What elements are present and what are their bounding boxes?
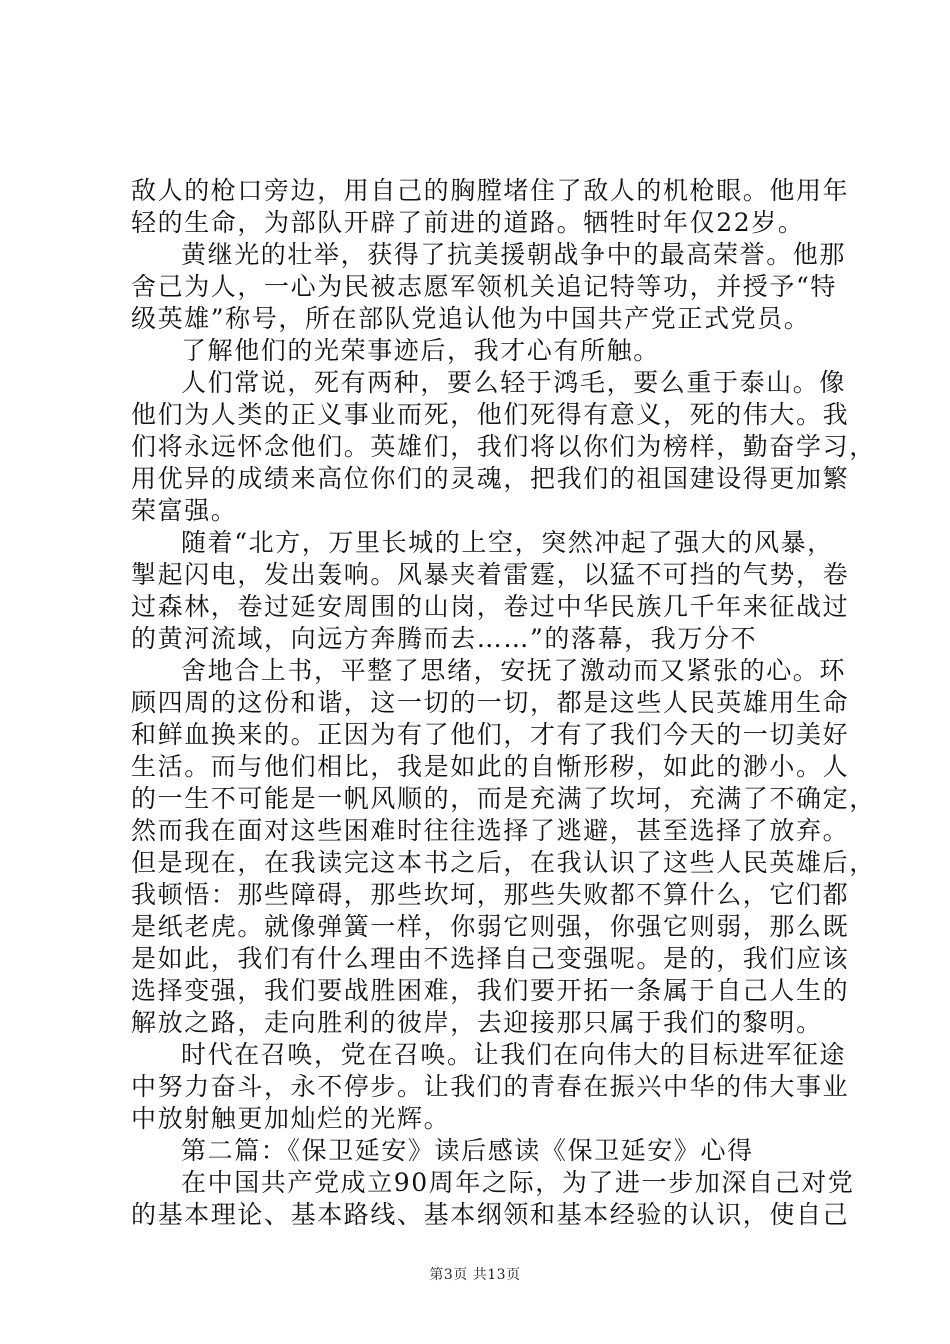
section-heading: 第二篇：《保卫延安》读后感读《保卫延安》心得	[181, 1136, 754, 1165]
text-line: 是纸老虎。就像弹簧一样，你弱它则强，你强它则弱，那么既	[131, 912, 850, 941]
text-line: 中努力奋斗，永不停步。让我们的青春在振兴中华的伟大事业	[131, 1072, 850, 1101]
text-line: 生活。而与他们相比，我是如此的自惭形秽，如此的渺小。人	[131, 752, 850, 781]
text-line: 的一生不可能是一帆风顺的，而是充满了坎坷，充满了不确定，	[131, 784, 876, 813]
text-line: 舍地合上书，平整了思绪，安抚了激动而又紧张的心。环	[181, 656, 847, 685]
text-line: 但是现在，在我读完这本书之后，在我认识了这些人民英雄后，	[131, 848, 876, 877]
text-line: 选择变强，我们要战胜困难，我们要开拓一条属于自己人生的	[131, 976, 850, 1005]
text-line: 的黄河流域，向远方奔腾而去……”的落幕，我万分不	[131, 624, 758, 653]
text-line: 的基本理论、基本路线、基本纲领和基本经验的认识，使自己	[131, 1200, 850, 1229]
text-line: 和鲜血换来的。正因为有了他们，才有了我们今天的一切美好	[131, 720, 850, 749]
text-line: 人们常说，死有两种，要么轻于鸿毛，要么重于泰山。像	[181, 368, 847, 397]
text-line: 中放射触更加灿烂的光辉。	[131, 1104, 451, 1133]
text-line: 黄继光的壮举，获得了抗美援朝战争中的最高荣誉。他那	[181, 240, 847, 269]
text-line: 了解他们的光荣事迹后，我才心有所触。	[181, 336, 660, 365]
text-line: 时代在召唤，党在召唤。让我们在向伟大的目标进军征途	[181, 1040, 847, 1069]
text-line: 们将永远怀念他们。英雄们，我们将以你们为榜样，勤奋学习，	[131, 432, 876, 461]
text-line: 级英雄”称号，所在部队党追认他为中国共产党正式党员。	[131, 304, 811, 333]
page-number-footer: 第3页 共13页	[429, 1267, 521, 1283]
text-line: 是如此，我们有什么理由不选择自己变强呢。是的，我们应该	[131, 944, 850, 973]
text-line: 轻的生命，为部队开辟了前进的道路。牺牲时年仅22岁。	[131, 208, 805, 237]
text-line: 用优异的成绩来高位你们的灵魂，把我们的祖国建设得更加繁	[131, 464, 850, 493]
text-line: 他们为人类的正义事业而死，他们死得有意义，死的伟大。我	[131, 400, 850, 429]
text-line: 随着“北方，万里长城的上空，突然冲起了强大的风暴，	[181, 528, 834, 557]
text-line: 掣起闪电，发出轰响。风暴夹着雷霆，以猛不可挡的气势，卷	[131, 560, 850, 589]
text-line: 解放之路，走向胜利的彼岸，去迎接那只属于我们的黎明。	[131, 1008, 823, 1037]
text-line: 敌人的枪口旁边，用自己的胸膛堵住了敌人的机枪眼。他用年	[131, 176, 850, 205]
text-line: 在中国共产党成立90周年之际，为了进一步加深自己对党	[181, 1168, 855, 1197]
text-line: 荣富强。	[131, 496, 238, 525]
text-line: 然而我在面对这些困难时往往选择了逃避，甚至选择了放弃。	[131, 816, 850, 845]
text-line: 顾四周的这份和谐，这一切的一切，都是这些人民英雄用生命	[131, 688, 850, 717]
text-line: 舍己为人，一心为民被志愿军领机关追记特等功，并授予“特	[131, 272, 837, 301]
text-line: 过森林，卷过延安周围的山岗，卷过中华民族几千年来征战过	[131, 592, 850, 621]
text-line: 我顿悟：那些障碍，那些坎坷，那些失败都不算什么，它们都	[131, 880, 850, 909]
